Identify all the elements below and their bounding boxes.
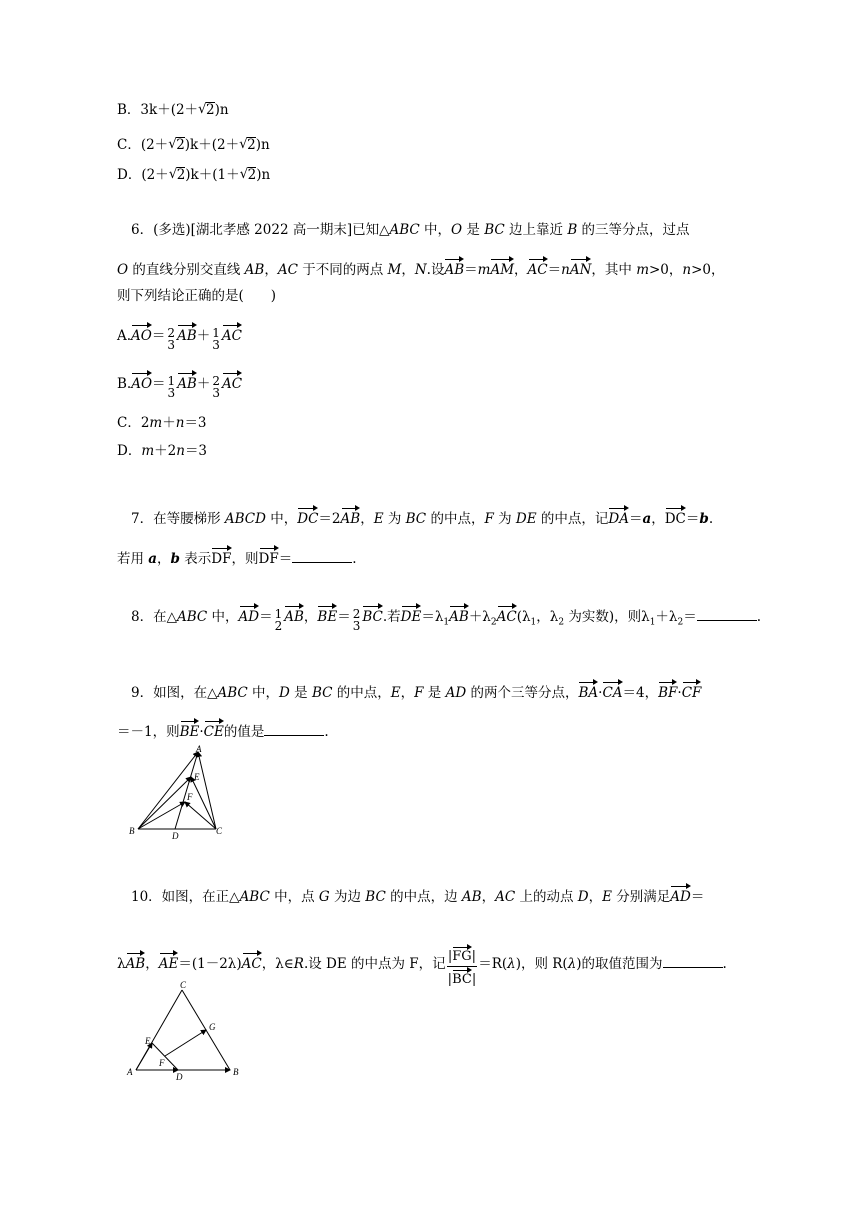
q6-line-1: 6．(多选)[湖北孝感 2022 高一期末]已知△ABC 中，O 是 BC 边上靠近 B 的三等分点，过点 xyxy=(131,222,690,238)
q9-label-c: C xyxy=(216,826,223,836)
q9-line-1: 9．如图，在△ABC 中，D 是 BC 的中点，E，F 是 AD 的两个三等分点，BA·CA＝4，BF·CF xyxy=(131,679,701,703)
q8-line-1: 8．在△ABC 中，AD＝ 1 2 AB，BE＝ 2 3 BC.若$DE=\lambda_1AB+\lambda_2AC(\lambda_1$，$\lambda_2$ 为实数)，则$\lambda_1+\lambda_2=$ . xyxy=(131,603,761,633)
q10-label-e: E xyxy=(145,1036,151,1046)
q9-label-e: E xyxy=(194,772,200,782)
q10-label-b: B xyxy=(233,1067,239,1077)
q10-label-c: C xyxy=(180,980,187,990)
q10-line-2: λAB，AE＝(1－2λ)AC，λ∈R.设 DE 的中点为 F，记 $\frac{|FG|}{|BC|}$ ＝R(λ)，则 R(λ)的取值范围为 . xyxy=(117,942,727,987)
q9-label-b: B xyxy=(129,826,135,836)
q6-line-3: 则下列结论正确的是( ) xyxy=(117,288,277,304)
q5-option-c: C．(2＋√ 2)k＋(2＋√ 2)n xyxy=(117,135,270,155)
q9-line-2: ＝－1，则BE·CE的值是 . xyxy=(117,718,329,742)
q10-label-d: D xyxy=(176,1072,183,1082)
q10-label-g: G xyxy=(209,1022,216,1032)
q5-option-d: D．(2＋√ 2)k＋(1＋√ 2)n xyxy=(117,165,270,185)
q10-triangle-figure xyxy=(126,978,250,1082)
q6-option-a: A.AO＝ 2 3 AB＋ 1 3 AC xyxy=(117,322,242,349)
q6-option-d: D．m＋2n＝3 xyxy=(117,443,208,459)
q10-label-f: F xyxy=(159,1058,165,1068)
q7-line-2: 若用 a，b 表示DF，则DF＝ . xyxy=(117,545,357,569)
q10-label-a: A xyxy=(127,1067,133,1077)
q6-option-b: B.AO＝ 1 3 AB＋ 2 3 AC xyxy=(117,370,242,397)
q9-label-d: D xyxy=(172,831,179,841)
q6-line-2: O 的直线分别交直线 AB，AC 于不同的两点 M，N.设AB＝mAM，AC＝nAN，其中 m>0，n>0， xyxy=(117,256,725,280)
q10-line-1: 10．如图，在正△ABC 中，点 G 为边 BC 的中点，边 AB，AC 上的动点 D，E 分别满足AD＝ xyxy=(131,883,704,907)
q9-triangle-figure xyxy=(128,744,228,844)
q6-option-c: C．2m＋n＝3 xyxy=(117,415,207,431)
q9-label-f: F xyxy=(187,792,193,802)
q7-line-1: 7．在等腰梯形 ABCD 中，DC＝2AB，E 为 BC 的中点，F 为 DE 的中点，记DA＝a，DC＝b. xyxy=(131,505,713,529)
q9-label-a: A xyxy=(196,744,202,754)
q5-option-b: B．3k＋(2＋√ 2)n xyxy=(117,100,229,120)
